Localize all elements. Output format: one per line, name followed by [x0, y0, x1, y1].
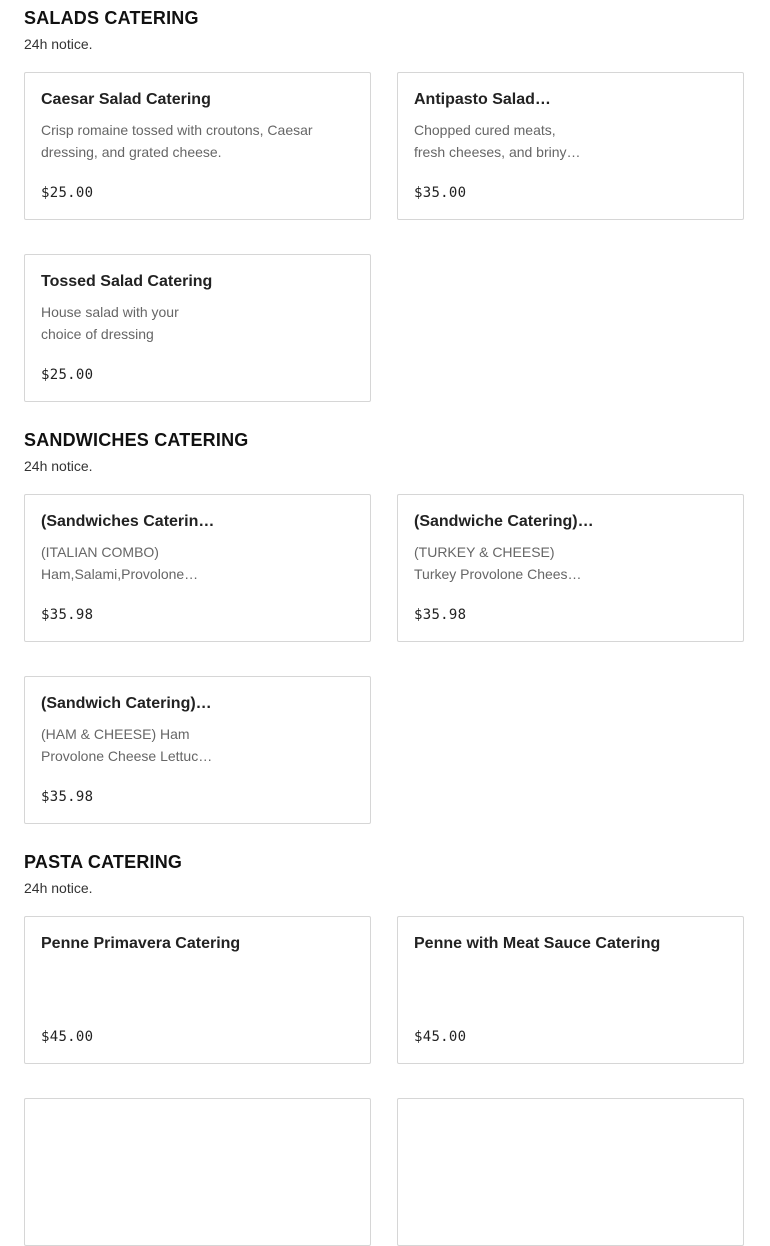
- item-description-line: (ITALIAN COMBO): [41, 544, 159, 560]
- item-price: $35.98: [414, 607, 467, 623]
- item-description-line: Provolone Cheese Lettuc…: [41, 748, 213, 764]
- item-name: Tossed Salad Catering: [41, 273, 213, 290]
- item-name: Penne Primavera Catering: [41, 935, 241, 952]
- item-description-line: choice of dressing: [41, 326, 154, 342]
- menu-item-card[interactable]: [397, 72, 744, 220]
- item-description-line: Crisp romaine tossed with croutons, Caesar: [41, 122, 313, 138]
- menu-item-card[interactable]: [24, 494, 371, 642]
- section-title: SANDWICHES CATERING: [24, 430, 249, 450]
- item-name: (Sandwich Catering)…: [41, 695, 212, 712]
- menu-item-card[interactable]: [24, 72, 371, 220]
- item-description: [414, 541, 582, 585]
- item-price: $25.00: [41, 185, 94, 201]
- item-description: [41, 301, 179, 345]
- item-description-line: (HAM & CHEESE) Ham: [41, 726, 190, 742]
- item-description: [414, 119, 581, 163]
- section-notice: 24h notice.: [24, 36, 93, 52]
- item-name: Penne with Meat Sauce Catering: [414, 935, 661, 952]
- item-description-line: fresh cheeses, and briny…: [414, 144, 581, 160]
- item-description-line: (TURKEY & CHEESE): [414, 544, 555, 560]
- menu-item-card[interactable]: [24, 1098, 371, 1246]
- item-description-line: Ham,Salami,Provolone…: [41, 566, 199, 582]
- item-description: [41, 723, 212, 767]
- item-price: $45.00: [414, 1029, 467, 1045]
- menu-item-card[interactable]: [24, 676, 371, 824]
- item-price: $35.00: [414, 185, 467, 201]
- section-title: SALADS CATERING: [24, 8, 199, 28]
- item-name: (Sandwiches Caterin…: [41, 513, 215, 530]
- item-name: (Sandwiche Catering)…: [414, 513, 594, 530]
- item-price: $25.00: [41, 367, 94, 383]
- section-notice: 24h notice.: [24, 880, 93, 896]
- item-price: $45.00: [41, 1029, 94, 1045]
- item-description-line: Chopped cured meats,: [414, 122, 556, 138]
- menu-item-card[interactable]: [24, 254, 371, 402]
- item-name: Caesar Salad Catering: [41, 91, 211, 108]
- menu-item-card[interactable]: [397, 1098, 744, 1246]
- item-price: $35.98: [41, 789, 94, 805]
- item-price: $35.98: [41, 607, 94, 623]
- item-description-line: dressing, and grated cheese.: [41, 144, 222, 160]
- menu-item-card[interactable]: [397, 916, 744, 1064]
- item-description-line: House salad with your: [41, 304, 179, 320]
- menu-item-card[interactable]: [397, 494, 744, 642]
- item-description-line: Turkey Provolone Chees…: [414, 566, 582, 582]
- menu-item-card[interactable]: [24, 916, 371, 1064]
- item-description: [41, 541, 198, 585]
- section-title: PASTA CATERING: [24, 852, 183, 872]
- item-name: Antipasto Salad…: [414, 91, 551, 108]
- section-notice: 24h notice.: [24, 458, 93, 474]
- item-description: [41, 119, 313, 163]
